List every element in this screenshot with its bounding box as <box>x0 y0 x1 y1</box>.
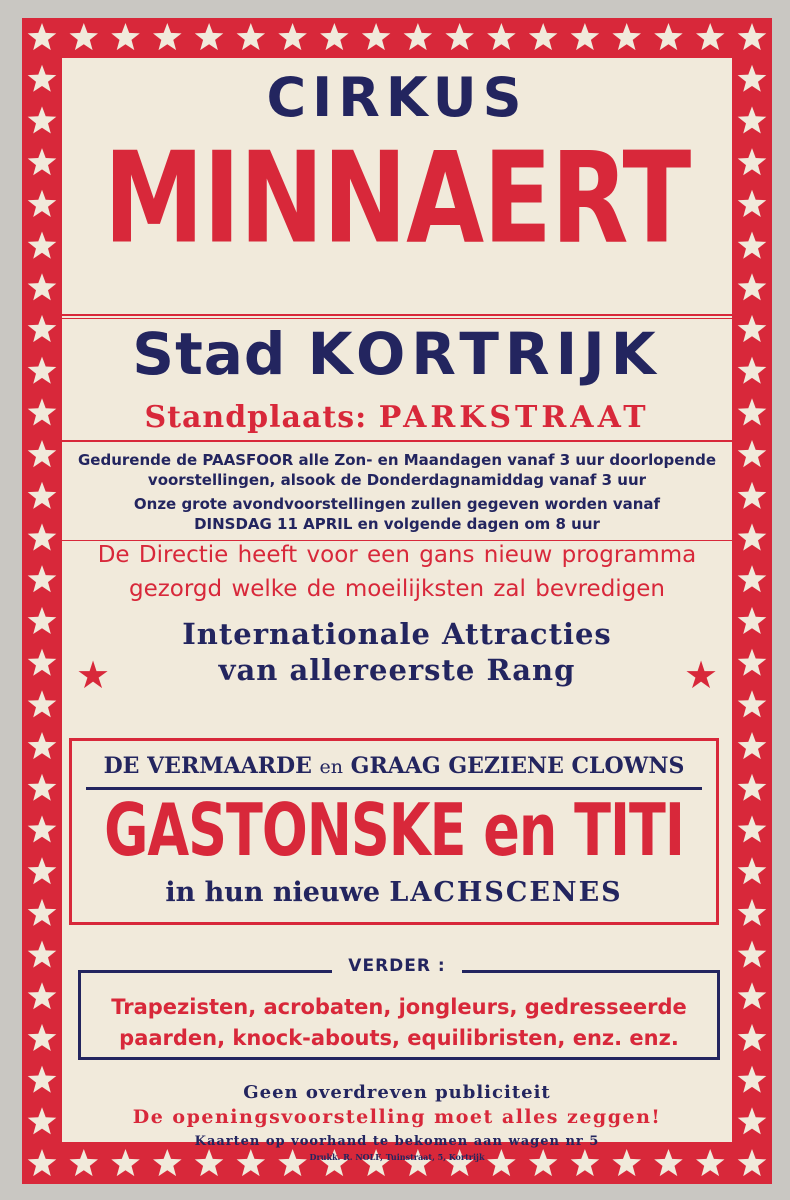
star-icon: ★ <box>684 653 719 697</box>
border-star-icon <box>445 23 474 50</box>
border-star-icon <box>320 23 349 50</box>
border-star-icon <box>738 649 767 676</box>
border-star-icon <box>654 23 683 50</box>
border-star-icon <box>612 23 641 50</box>
printer-line: Drukk. R. NOLF, Tuinstraat, 5, Kortrijk <box>309 1152 485 1162</box>
poster-body <box>62 58 732 1162</box>
border-star-icon <box>738 941 767 968</box>
clowns-intro-conj: en <box>319 756 343 778</box>
no-hype-line: Geen overdreven publiciteit <box>243 1082 551 1103</box>
circus-name: MINNAERT <box>103 125 691 272</box>
border-star-icon <box>738 357 767 384</box>
verder-label: VERDER : <box>332 954 462 978</box>
border-star-icon <box>738 607 767 634</box>
clowns-sub-part2: LACHSCENES <box>389 877 623 908</box>
border-star-icon <box>278 23 307 50</box>
location-label: Standplaats: <box>144 400 368 435</box>
clowns-intro-part2: GRAAG GEZIENE CLOWNS <box>350 753 685 779</box>
divider-top-thin <box>62 318 732 319</box>
border-star-icon <box>28 106 57 133</box>
border-star-icon <box>738 482 767 509</box>
poster <box>22 18 772 1184</box>
tickets-line: Kaarten op voorhand te bekomen aan wagen nr 5 <box>194 1134 600 1149</box>
star-icon: ★ <box>76 653 111 697</box>
location-value: PARKSTRAAT <box>378 400 650 435</box>
clowns-sub <box>72 877 716 908</box>
border-star-icon <box>738 1066 767 1093</box>
border-star-icon <box>738 690 767 717</box>
border-star-icon <box>529 23 558 50</box>
border-star-icon <box>28 774 57 801</box>
border-star-icon <box>28 690 57 717</box>
info-line: Gedurende de PAASFOOR alle Zon- en Maandagen vanaf 3 uur doorlopende <box>77 451 717 469</box>
border-star-icon <box>362 23 391 50</box>
border-star-icon <box>738 148 767 175</box>
opening-line: De openingsvoorstelling moet alles zeggen! <box>132 1106 662 1128</box>
border-star-icon <box>28 1066 57 1093</box>
border-star-icon <box>738 899 767 926</box>
border-star-icon <box>28 899 57 926</box>
acts-line: Trapezisten, acrobaten, jongleurs, gedresseerde <box>111 995 687 1019</box>
border-star-icon <box>738 398 767 425</box>
border-star-icon <box>28 857 57 884</box>
border-star-icon <box>28 440 57 467</box>
border-star-icon <box>738 1149 767 1176</box>
border-star-icon <box>28 357 57 384</box>
border-star-icon <box>28 1107 57 1134</box>
border-star-icon <box>28 232 57 259</box>
border-star-icon <box>28 523 57 550</box>
border-star-icon <box>111 23 140 50</box>
border-star-icon <box>738 774 767 801</box>
border-star-icon <box>738 523 767 550</box>
border-star-icon <box>738 1107 767 1134</box>
border-star-icon <box>738 273 767 300</box>
border-star-icon <box>738 857 767 884</box>
border-star-icon <box>28 1149 57 1176</box>
divider-location <box>62 440 732 442</box>
city-heading <box>62 320 732 388</box>
border-star-icon <box>738 315 767 342</box>
clowns-box <box>69 738 719 925</box>
border-star-icon <box>28 482 57 509</box>
attraction-line: van allereerste Rang <box>218 653 576 687</box>
border-star-icon <box>28 815 57 842</box>
direction-line: gezorgd welke de moeilijksten zal bevredigen <box>128 576 666 602</box>
border-star-icon <box>28 273 57 300</box>
border-star-icon <box>738 106 767 133</box>
border-star-icon <box>28 607 57 634</box>
border-star-icon <box>738 190 767 217</box>
city-prefix: Stad <box>132 320 287 388</box>
attractions-text <box>62 616 732 688</box>
border-star-icon <box>28 565 57 592</box>
location-line <box>62 400 732 435</box>
info-line: voorstellingen, alsook de Donderdagnamiddag vanaf 3 uur <box>147 471 647 489</box>
attraction-line: Internationale Attracties <box>182 617 612 651</box>
border-star-icon <box>28 65 57 92</box>
border-star-icon <box>28 732 57 759</box>
border-star-icon <box>404 23 433 50</box>
acts-list <box>78 992 720 1054</box>
clowns-intro-part1: DE VERMAARDE <box>103 753 312 779</box>
border-star-icon <box>70 23 99 50</box>
clowns-names: GASTONSKE en TITI <box>104 789 684 873</box>
direction-text <box>62 538 732 606</box>
border-star-icon <box>738 565 767 592</box>
border-star-icon <box>738 1024 767 1051</box>
border-star-icon <box>28 315 57 342</box>
border-star-icon <box>195 23 224 50</box>
border-star-icon <box>571 23 600 50</box>
border-star-icon <box>237 23 266 50</box>
city-name: KORTRIJK <box>307 320 662 388</box>
border-star-icon <box>28 941 57 968</box>
border-star-icon <box>28 148 57 175</box>
border-star-icon <box>738 732 767 759</box>
direction-line: De Directie heeft voor een gans nieuw programma <box>97 542 697 568</box>
acts-line: paarden, knock-abouts, equilibristen, enz. enz. <box>119 1026 679 1050</box>
border-star-icon <box>28 982 57 1009</box>
border-star-icon <box>28 1024 57 1051</box>
clowns-sub-part1: in hun nieuwe <box>165 877 381 908</box>
info-line: DINSDAG 11 APRIL en volgende dagen om 8 uur <box>194 515 600 533</box>
border-star-icon <box>738 440 767 467</box>
border-star-icon <box>738 23 767 50</box>
clowns-intro <box>72 753 716 779</box>
border-star-icon <box>738 815 767 842</box>
border-star-icon <box>153 23 182 50</box>
border-star-icon <box>28 649 57 676</box>
border-star-icon <box>28 398 57 425</box>
border-star-icon <box>738 982 767 1009</box>
divider-top <box>62 314 732 316</box>
border-star-icon <box>696 23 725 50</box>
border-star-icon <box>28 190 57 217</box>
info-line: Onze grote avondvoorstellingen zullen gegeven worden vanaf <box>133 495 661 513</box>
border-star-icon <box>738 232 767 259</box>
border-star-icon <box>28 23 57 50</box>
border-star-icon <box>487 23 516 50</box>
title-top: CIRKUS <box>266 66 528 129</box>
border-star-icon <box>738 65 767 92</box>
